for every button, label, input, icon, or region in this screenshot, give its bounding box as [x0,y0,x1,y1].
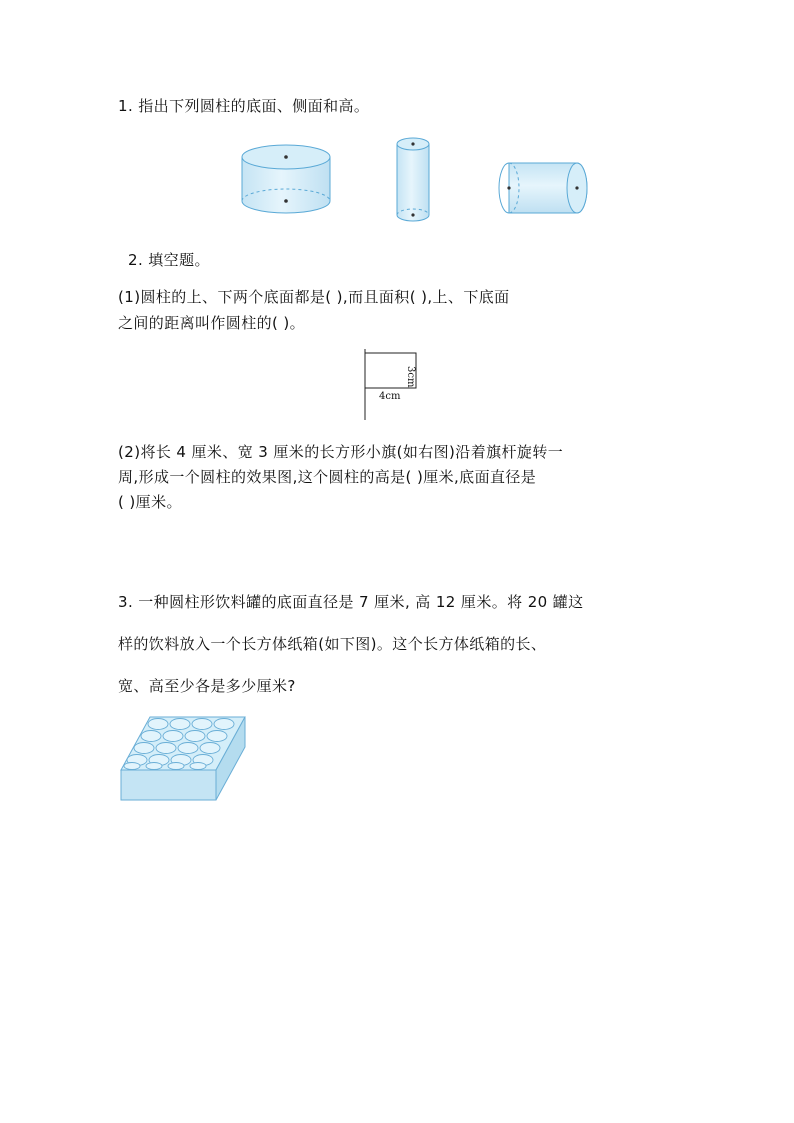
flag-diagram [360,348,440,422]
q3-line3: 宽、高至少各是多少厘米? [118,677,296,695]
q2-part1-line1: (1)圆柱的上、下两个底面都是( ),而且面积( ),上、下底面 [118,288,510,306]
q3-line2: 样的饮料放入一个长方体纸箱(如下图)。这个长方体纸箱的长、 [118,635,547,653]
flag-height-label: 3cm [405,366,416,388]
q2-part1-line2: 之间的距离叫作圆柱的( )。 [118,314,306,332]
cylinder-wide [242,145,330,213]
cylinder-figures [230,128,600,232]
q2-part2-line2: 周,形成一个圆柱的效果图,这个圆柱的高是( )厘米,底面直径是 [118,468,537,486]
flag-width-label: 4cm [379,391,401,402]
box-of-cans-figure [118,714,250,804]
q2-title: 2. 填空题。 [128,251,210,269]
q2-part2-line3: ( )厘米。 [118,493,182,511]
q1-title: 1. 指出下列圆柱的底面、侧面和高。 [118,97,370,115]
flag-figure [360,348,440,422]
q2-part2-line1: (2)将长 4 厘米、宽 3 厘米的长方形小旗(如右图)沿着旗杆旋转一 [118,443,564,461]
cylinder-tall [397,138,429,221]
q3-line1: 3. 一种圆柱形饮料罐的底面直径是 7 厘米, 高 12 厘米。将 20 罐这 [118,593,584,611]
cylinder-lying [499,163,587,213]
